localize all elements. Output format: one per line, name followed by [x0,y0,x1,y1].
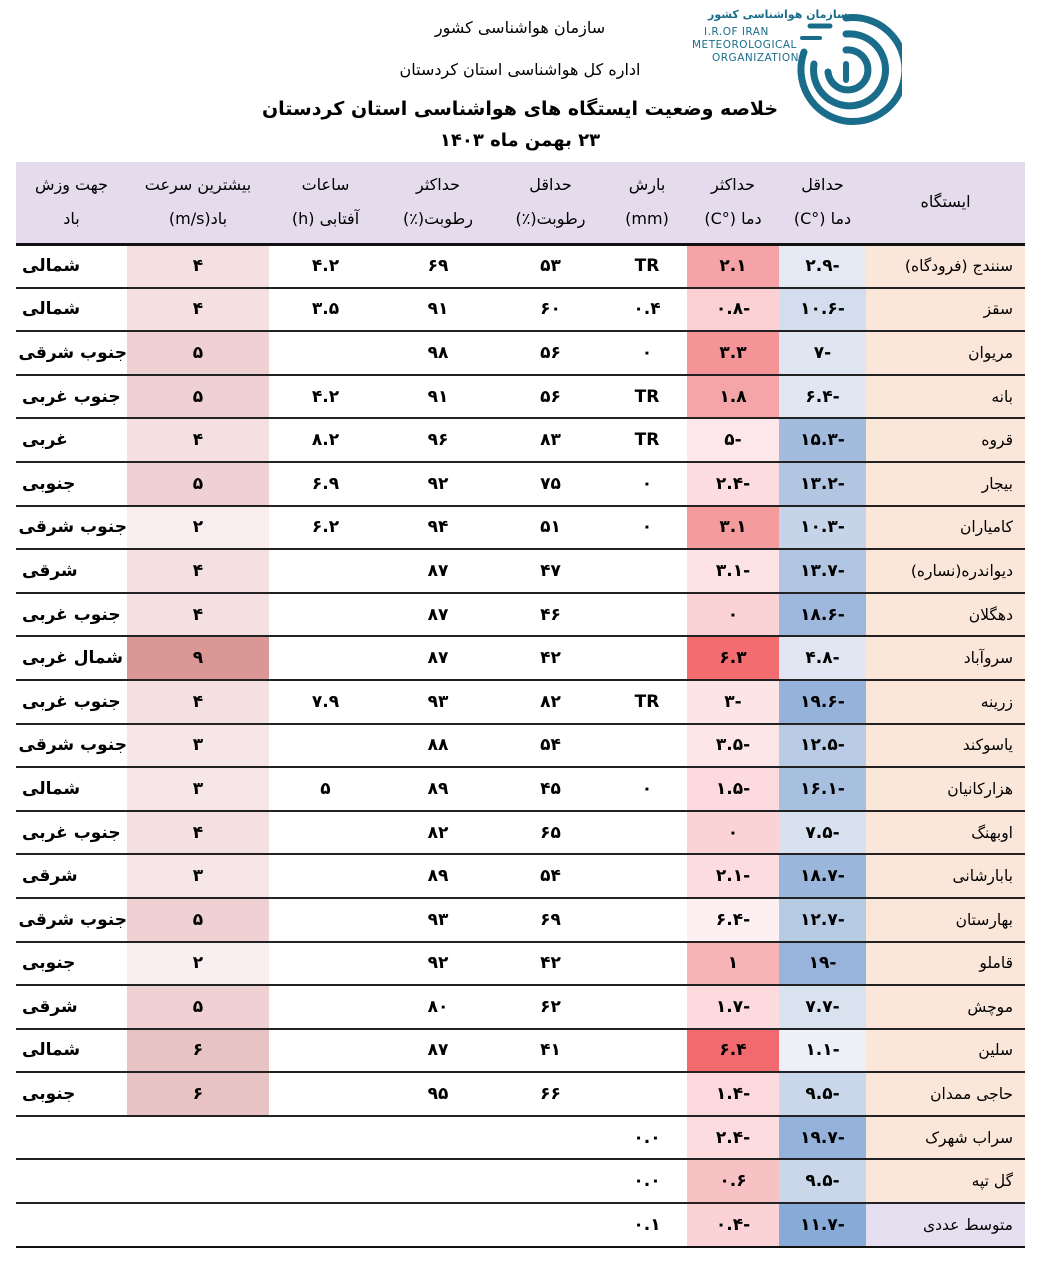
cell-hmax: ۹۳ [382,680,494,724]
cell-hmin: ۶۶ [494,1072,607,1116]
cell-dir: جنوبی [16,462,127,506]
cell-precip [607,724,687,768]
station-row [16,724,1025,768]
logo-english-line2: METEOROLOGICAL [692,39,797,51]
station-row [16,1029,1025,1073]
cell-tmax: ۰ [687,593,779,637]
cell-tmax: -۳ [687,680,779,724]
cell-hmax [382,1116,494,1160]
cell-tmax: -۲.۴ [687,1116,779,1160]
cell-sun [269,724,382,768]
cell-dir: جنوب شرقی [16,331,127,375]
station-row [16,898,1025,942]
report-header [0,0,1045,162]
average-row [16,1203,1025,1247]
station-row [16,506,1025,550]
cell-station: سقز [866,288,1025,332]
cell-sun [269,942,382,986]
cell-wind: ۵ [127,898,269,942]
cell-hmax: ۹۵ [382,1072,494,1116]
cell-hmin: ۷۵ [494,462,607,506]
cell-tmin: -۱۸.۶ [779,593,866,637]
cell-precip: ۰ [607,462,687,506]
cell-tmax: -۰.۸ [687,288,779,332]
column-header-wind-line1: بیشترین سرعت [144,175,252,195]
cell-sun [269,854,382,898]
cell-tmin: -۷.۷ [779,985,866,1029]
cell-tmin: -۱۶.۱ [779,767,866,811]
cell-wind: ۵ [127,462,269,506]
cell-hmax: ۸۹ [382,854,494,898]
cell-hmin: ۵۳ [494,244,607,288]
column-header-tmin-line1: حداقل [801,175,844,195]
column-header-precip-line1: بارش [628,175,666,195]
department-name: اداره کل هواشناسی استان کردستان [399,60,641,79]
cell-wind: ۶ [127,1029,269,1073]
cell-wind: ۳ [127,767,269,811]
cell-station: بهارستان [866,898,1025,942]
cell-tmin: -۱۹.۷ [779,1116,866,1160]
cell-hmin: ۶۵ [494,811,607,855]
cell-hmax: ۹۶ [382,418,494,462]
cell-hmin [494,1159,607,1203]
column-header-hmax [382,162,494,244]
logo-persian-text: سازمان هواشناسی کشور [708,8,848,21]
column-header-precip [607,162,687,244]
cell-tmin: -۴.۸ [779,636,866,680]
cell-tmax: -۱.۷ [687,985,779,1029]
cell-station: سروآباد [866,636,1025,680]
cell-dir: جنوب شرقی [16,724,127,768]
column-header-hmax-line1: حداکثر [415,175,460,195]
cell-dir: شمالی [16,288,127,332]
cell-station: قاملو [866,942,1025,986]
cell-hmax: ۹۲ [382,462,494,506]
meteorological-organization-logo [690,4,910,130]
cell-precip: ۰ [607,331,687,375]
cell-hmax: ۹۴ [382,506,494,550]
cell-precip [607,811,687,855]
cell-station: هزارکانیان [866,767,1025,811]
cell-dir: جنوب غربی [16,680,127,724]
cell-sun [269,1072,382,1116]
station-row [16,636,1025,680]
cell-dir [16,1203,127,1247]
cell-hmin: ۸۳ [494,418,607,462]
cell-sun [269,1203,382,1247]
column-header-hmin-line1: حداقل [529,175,572,195]
column-header-station [866,162,1025,244]
cell-station: دهگلان [866,593,1025,637]
column-header-hmin-line2: رطوبت(٪) [515,209,586,229]
cell-tmax: ۰.۶ [687,1159,779,1203]
cell-tmin: -۱۱.۷ [779,1203,866,1247]
cell-hmax: ۸۷ [382,549,494,593]
cell-precip [607,1029,687,1073]
cell-station: مریوان [866,331,1025,375]
cell-tmin: -۱۲.۵ [779,724,866,768]
cell-tmin: -۱۰.۶ [779,288,866,332]
cell-sun: ۶.۹ [269,462,382,506]
report-date: ۲۳ بهمن ماه ۱۴۰۳ [439,130,601,151]
cell-tmin: -۱۹.۶ [779,680,866,724]
column-header-precip-line2: (mm) [625,209,669,229]
column-header-hmax-line2: رطوبت(٪) [403,209,473,229]
cell-tmin: -۷.۵ [779,811,866,855]
cell-sun [269,331,382,375]
cell-station: قروه [866,418,1025,462]
cell-sun: ۴.۲ [269,375,382,419]
cell-wind: ۶ [127,1072,269,1116]
cell-hmax: ۹۳ [382,898,494,942]
cell-tmin: -۱۰.۳ [779,506,866,550]
cell-tmax: -۲.۴ [687,462,779,506]
cell-tmin: -۱۲.۷ [779,898,866,942]
cell-wind: ۵ [127,985,269,1029]
cell-dir [16,1116,127,1160]
cell-hmax [382,1203,494,1247]
cell-tmax: -۱.۴ [687,1072,779,1116]
cell-precip: TR [607,244,687,288]
cell-station: گل تپه [866,1159,1025,1203]
cell-sun [269,898,382,942]
cell-precip: TR [607,680,687,724]
cell-wind: ۴ [127,244,269,288]
cell-precip: TR [607,418,687,462]
cell-station: اوبهنگ [866,811,1025,855]
station-row [16,1159,1025,1203]
cell-sun: ۷.۹ [269,680,382,724]
cell-hmin: ۶۲ [494,985,607,1029]
column-header-sun [269,162,382,244]
cell-hmin: ۶۰ [494,288,607,332]
column-header-tmax-line2: دما (°C) [704,209,762,229]
stations-table [16,162,1025,1248]
cell-station: متوسط عددی [866,1203,1025,1247]
cell-precip [607,636,687,680]
cell-hmin: ۵۴ [494,724,607,768]
station-row [16,854,1025,898]
cell-tmax: ۱ [687,942,779,986]
column-header-tmin [779,162,866,244]
cell-precip [607,1072,687,1116]
cell-precip: TR [607,375,687,419]
cell-station: سلین [866,1029,1025,1073]
station-row [16,331,1025,375]
cell-sun [269,985,382,1029]
cell-station: یاسوکند [866,724,1025,768]
cell-precip [607,593,687,637]
cell-precip [607,898,687,942]
cell-sun: ۶.۲ [269,506,382,550]
cell-hmin: ۸۲ [494,680,607,724]
cell-dir: جنوبی [16,1072,127,1116]
cell-precip [607,549,687,593]
organization-name: سازمان هواشناسی کشور [434,18,606,37]
cell-wind [127,1116,269,1160]
cell-hmax: ۹۸ [382,331,494,375]
station-row [16,1116,1025,1160]
station-row [16,1072,1025,1116]
station-row [16,942,1025,986]
logo-english-line1: I.R.OF IRAN [704,26,769,38]
logo-english-line3: ORGANIZATION [712,52,800,64]
cell-tmax: -۰.۴ [687,1203,779,1247]
cell-hmax: ۸۸ [382,724,494,768]
cell-tmax: ۲.۱ [687,244,779,288]
cell-tmin: -۱۵.۳ [779,418,866,462]
cell-sun: ۴.۲ [269,244,382,288]
cell-station: سنندج (فرودگاه) [866,244,1025,288]
cell-dir: شرقی [16,985,127,1029]
spiral-emblem-icon [790,8,902,132]
cell-wind: ۴ [127,549,269,593]
cell-hmin: ۴۱ [494,1029,607,1073]
station-row [16,985,1025,1029]
cell-tmax: ۱.۸ [687,375,779,419]
cell-precip: ۰.۴ [607,288,687,332]
cell-tmin: -۹.۵ [779,1159,866,1203]
cell-tmax: ۶.۴ [687,1029,779,1073]
cell-precip: ۰ [607,767,687,811]
cell-tmin: -۲.۹ [779,244,866,288]
cell-station: موچش [866,985,1025,1029]
cell-wind: ۵ [127,375,269,419]
column-header-tmax-line1: حداکثر [710,175,755,195]
cell-tmin: -۱۸.۷ [779,854,866,898]
cell-hmin: ۴۲ [494,942,607,986]
cell-sun [269,811,382,855]
cell-sun [269,636,382,680]
cell-dir: شرقی [16,854,127,898]
column-header-wind-line2: باد(m/s) [168,209,228,229]
cell-wind [127,1159,269,1203]
cell-sun: ۸.۲ [269,418,382,462]
cell-hmax: ۸۹ [382,767,494,811]
cell-precip: ۰ [607,506,687,550]
cell-precip [607,942,687,986]
report-title: خلاصه وضعیت ایستگاه های هواشناسی استان کردستان [261,98,779,120]
cell-hmin: ۴۲ [494,636,607,680]
cell-tmin: -۱۹ [779,942,866,986]
column-header-tmax [687,162,779,244]
station-row [16,375,1025,419]
station-row [16,767,1025,811]
column-header-dir-line2: باد [63,209,80,229]
cell-station: سراب شهرک [866,1116,1025,1160]
cell-hmin: ۴۷ [494,549,607,593]
cell-hmin: ۴۵ [494,767,607,811]
cell-wind: ۴ [127,288,269,332]
cell-station: حاجی ممدان [866,1072,1025,1116]
cell-hmax: ۹۲ [382,942,494,986]
station-row [16,288,1025,332]
cell-dir: جنوب غربی [16,811,127,855]
cell-dir: شمالی [16,244,127,288]
table-header-row [16,162,1025,244]
cell-hmin: ۵۱ [494,506,607,550]
cell-tmax: -۲.۱ [687,854,779,898]
station-row [16,593,1025,637]
cell-hmax: ۹۱ [382,288,494,332]
cell-wind [127,1203,269,1247]
cell-precip [607,854,687,898]
cell-precip: ۰.۱ [607,1203,687,1247]
cell-tmax: ۳.۳ [687,331,779,375]
cell-station: بابارشانی [866,854,1025,898]
cell-wind: ۴ [127,593,269,637]
cell-wind: ۵ [127,331,269,375]
station-row [16,244,1025,288]
cell-dir: جنوب غربی [16,375,127,419]
cell-hmin: ۶۹ [494,898,607,942]
cell-tmax: -۱.۵ [687,767,779,811]
cell-station: کامیاران [866,506,1025,550]
cell-dir: جنوب شرقی [16,506,127,550]
cell-tmin: -۷ [779,331,866,375]
cell-dir: شمال غربی [16,636,127,680]
station-row [16,811,1025,855]
cell-dir: جنوبی [16,942,127,986]
cell-hmax: ۸۷ [382,636,494,680]
station-row [16,418,1025,462]
cell-wind: ۴ [127,811,269,855]
cell-sun: ۳.۵ [269,288,382,332]
cell-precip: ۰.۰ [607,1116,687,1160]
cell-wind: ۲ [127,942,269,986]
cell-precip: ۰.۰ [607,1159,687,1203]
station-row [16,462,1025,506]
column-header-wind [127,162,269,244]
cell-wind: ۳ [127,724,269,768]
cell-tmin: -۶.۴ [779,375,866,419]
cell-dir [16,1159,127,1203]
column-header-sun-line2: آفتابی (h) [291,209,360,229]
cell-tmax: ۰ [687,811,779,855]
cell-wind: ۴ [127,418,269,462]
column-header-station-line1: ایستگاه [920,192,971,212]
cell-hmax: ۸۰ [382,985,494,1029]
cell-tmax: -۵ [687,418,779,462]
cell-dir: غربی [16,418,127,462]
cell-dir: جنوب شرقی [16,898,127,942]
cell-hmin: ۵۴ [494,854,607,898]
cell-wind: ۲ [127,506,269,550]
cell-sun [269,549,382,593]
cell-tmax: -۳.۱ [687,549,779,593]
cell-sun [269,1159,382,1203]
cell-tmin: -۱۳.۲ [779,462,866,506]
cell-hmax [382,1159,494,1203]
cell-hmax: ۶۹ [382,244,494,288]
cell-sun [269,1116,382,1160]
cell-sun [269,1029,382,1073]
cell-tmin: -۹.۵ [779,1072,866,1116]
cell-tmax: ۶.۳ [687,636,779,680]
cell-tmin: -۱.۱ [779,1029,866,1073]
cell-hmin: ۵۶ [494,375,607,419]
station-row [16,680,1025,724]
column-header-tmin-line2: دما (°C) [793,209,852,229]
cell-tmax: ۳.۱ [687,506,779,550]
cell-station: بیجار [866,462,1025,506]
cell-tmax: -۳.۵ [687,724,779,768]
cell-sun [269,593,382,637]
cell-tmax: -۶.۴ [687,898,779,942]
cell-station: زرینه [866,680,1025,724]
column-header-hmin [494,162,607,244]
cell-hmin: ۴۶ [494,593,607,637]
cell-hmin: ۵۶ [494,331,607,375]
cell-tmin: -۱۳.۷ [779,549,866,593]
cell-dir: شمالی [16,1029,127,1073]
cell-station: بانه [866,375,1025,419]
station-row [16,549,1025,593]
cell-hmax: ۸۷ [382,1029,494,1073]
cell-dir: شرقی [16,549,127,593]
cell-hmin [494,1203,607,1247]
cell-dir: جنوب غربی [16,593,127,637]
column-header-sun-line1: ساعات [301,175,350,195]
cell-sun: ۵ [269,767,382,811]
cell-wind: ۴ [127,680,269,724]
cell-wind: ۳ [127,854,269,898]
cell-dir: شمالی [16,767,127,811]
cell-wind: ۹ [127,636,269,680]
cell-hmin [494,1116,607,1160]
cell-hmax: ۹۱ [382,375,494,419]
cell-precip [607,985,687,1029]
cell-station: دیواندره(نساره) [866,549,1025,593]
column-header-dir-line1: جهت وزش [34,175,109,195]
cell-hmax: ۸۷ [382,593,494,637]
cell-hmax: ۸۲ [382,811,494,855]
column-header-dir [16,162,127,244]
